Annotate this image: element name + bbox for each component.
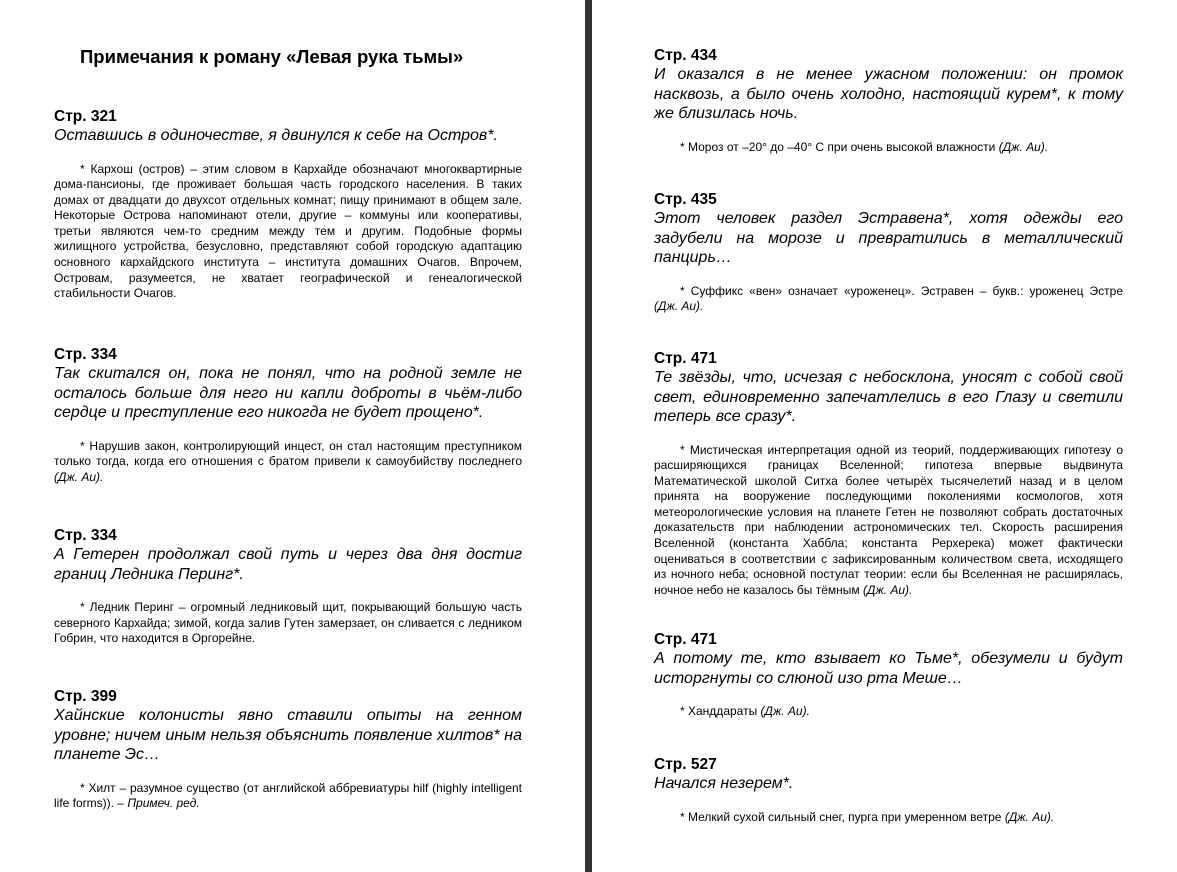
- footnote: * Ледник Перинг – огромный ледниковый щит, покрывающий большую часть северного Кархайда; зимой, когда залив Гутен замерзает, он сливается с ледником Гобрин, что находится в Оргорейне.: [54, 600, 522, 646]
- quote-text: Хайнские колонисты явно ставили опыты на генном уровне; ничем иным нельзя объяснить появление хилтов* на планете Эс…: [54, 707, 522, 763]
- note-left-3: [54, 687, 522, 812]
- page-ref: Стр. 399: [54, 688, 117, 705]
- page-ref: Стр. 471: [654, 631, 717, 648]
- page-ref: Стр. 321: [54, 108, 117, 125]
- footnote: * Суффикс «вен» означает «уроженец». Эстравен – букв.: уроженец Эстре (Дж. Аи).: [654, 283, 1123, 314]
- quote-text: Начался незерем*.: [654, 775, 794, 792]
- note-right-3: [654, 630, 1123, 720]
- footnote: * Хилт – разумное существо (от английской аббревиатуры hilf (highly intelligent life forms)). – Примеч. ред.: [54, 780, 522, 811]
- note-right-4: [654, 755, 1123, 825]
- note-left-2: [54, 526, 522, 647]
- page-divider: [585, 0, 592, 872]
- footnote: * Мелкий сухой сильный снег, пурга при умеренном ветре (Дж. Аи).: [680, 809, 1055, 824]
- quote-text: И оказался в не менее ужасном положении: он промок насквозь, а было очень холодно, настоящий курем*, к тому же близилась ночь.: [654, 66, 1123, 122]
- footnote: * Ханддараты (Дж. Аи).: [680, 704, 810, 718]
- quote-text: А Гетерен продолжал свой путь и через два дня достиг границ Ледника Перинг*.: [54, 546, 522, 583]
- note-left-1: [54, 345, 522, 485]
- quote-text: Этот человек раздел Эстравена*, хотя одежды его задубели на морозе и превратились в металлический панцирь…: [654, 210, 1123, 266]
- document-title: Примечания к роману «Левая рука тьмы»: [80, 46, 464, 67]
- page-ref: Стр. 334: [54, 346, 117, 363]
- note-right-0: [654, 46, 1123, 155]
- note-right-2: [654, 349, 1123, 598]
- footnote: * Кархош (остров) – этим словом в Кархайде обозначают многоквартирные дома-пансионы, где проживает большая часть городского населения. В таких домах от двадцати до двухсот отдельных комнат; пищу принимают в общем зале. Некоторые Острова напоминают отели, другие – коммуны или кооперативы, третьи являются чем-то средним между тем и другим. Подобные формы жилищного устройства, безусловно, представляют собой городскую адаптацию основного кархайдского института – института домашних Очагов. Впрочем, Островам, разумеется, не хватает географической и генеалогической стабильности Очагов.: [54, 161, 522, 301]
- footnote: * Мороз от –20° до –40° С при очень высокой влажности (Дж. Аи).: [680, 139, 1049, 154]
- page-ref: Стр. 334: [54, 527, 117, 544]
- quote-text: А потому те, кто взывает ко Тьме*, обезумели и будут исторгнуты со слюной изо рта Меше…: [654, 650, 1123, 687]
- quote-text: Оставшись в одиночестве, я двинулся к себе на Остров*.: [54, 127, 498, 144]
- page-ref: Стр. 435: [654, 191, 717, 208]
- page-ref: Стр. 434: [654, 47, 717, 64]
- note-left-0: [54, 107, 522, 302]
- quote-text: Так скитался он, пока не понял, что на родной земле не осталось больше для него ни капли доброты в чьём-либо сердце и преступление его никогда не будет прощено*.: [54, 365, 522, 421]
- footnote: * Нарушив закон, контролирующий инцест, он стал настоящим преступником только тогда, когда его отношения с братом привели к самоубийству последнего (Дж. Аи).: [54, 438, 522, 484]
- page-ref: Стр. 471: [654, 350, 717, 367]
- note-right-1: [654, 190, 1123, 315]
- quote-text: Те звёзды, что, исчезая с небосклона, уносят с собой свой свет, единовременно запечатлелись в его Глазу и светили теперь все сразу*.: [654, 369, 1123, 425]
- footnote: * Мистическая интерпретация одной из теорий, поддерживающих гипотезу о расширяющихся границах Вселенной; гипотеза впервые выдвинута Математической школой Ситха более четырёх тысячелетий назад и в целом принята на вооружение последующими поколениями космологов, хотя метеорологические условия на планете Гетен не позволяют собрать достаточных доказательств при наблюдении астрономических тел. Скорость расширения Вселенной (константа Хаббла; константа Рерхерека) может фактически оцениваться в соответствии с зафиксированным количеством света, исходящего из ночного неба; основной постулат теории: если бы Вселенная не расширялась, ночное небо не казалось бы тёмным (Дж. Аи).: [654, 442, 1123, 597]
- page-ref: Стр. 527: [654, 756, 717, 773]
